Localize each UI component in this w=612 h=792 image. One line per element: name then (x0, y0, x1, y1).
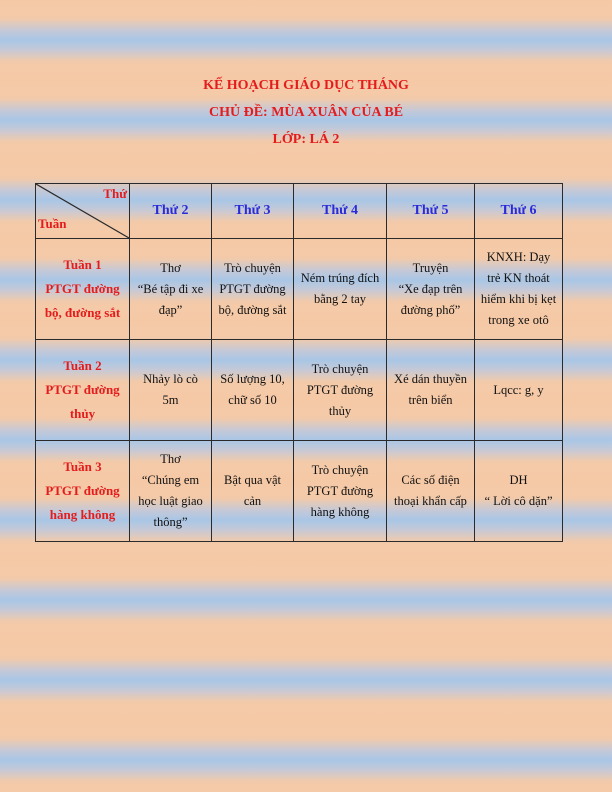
activity-text: “Xe đạp trên (398, 281, 463, 296)
activity-text: PTGT đường (219, 281, 286, 296)
activity-cell (387, 441, 475, 542)
activity-cell (130, 441, 212, 542)
activity-text: 5m (162, 393, 179, 407)
activity-text: Ném trúng đích (300, 271, 380, 285)
activity-text: “Bé tập đi xe (137, 281, 204, 296)
activity-cell (294, 340, 387, 441)
activity-text: bằng 2 tay (313, 292, 367, 306)
activity-cell (387, 340, 475, 441)
week-number: Tuần 2 (63, 358, 102, 373)
activity-cell (130, 340, 212, 441)
day-header: Thứ 5 (387, 184, 475, 239)
activity-text: cản (243, 494, 262, 508)
activity-text: chữ số 10 (228, 393, 277, 407)
activity-text: PTGT đường (306, 382, 374, 397)
activity-text: PTGT đường (306, 483, 374, 498)
day-header: Thứ 6 (475, 184, 563, 239)
activity-text: thủy (328, 403, 352, 418)
week-label-cell (36, 441, 130, 542)
activity-text: Trò chuyện (311, 462, 369, 477)
activity-text: Nhảy lò cò (143, 372, 198, 386)
week-label-cell (36, 340, 130, 441)
activity-text: trên biển (408, 393, 453, 407)
activity-text: trong xe otô (488, 313, 549, 327)
week-topic: PTGT đường (45, 382, 120, 397)
activity-text: Số lượng 10, (220, 372, 285, 386)
activity-text: học luật giao (138, 494, 203, 508)
theme-title: CHỦ ĐỀ: MÙA XUÂN CỦA BÉ (208, 105, 404, 120)
day-header: Thứ 4 (294, 184, 387, 239)
corner-week-label: Tuần (38, 216, 67, 231)
week-topic: hàng không (49, 507, 116, 522)
corner-day-label: Thứ (103, 186, 127, 201)
activity-text: Trò chuyện (224, 260, 281, 275)
activity-text: hiểm khi bị kẹt (480, 292, 557, 306)
class-title: LỚP: LÁ 2 (272, 132, 340, 147)
activity-text: Thơ (160, 452, 181, 466)
activity-cell (212, 239, 294, 340)
day-header: Thứ 3 (212, 184, 294, 239)
activity-text: Lqcc: g, y (493, 382, 544, 397)
activity-cell (475, 441, 563, 542)
table-row (36, 441, 563, 542)
activity-text: thông” (153, 515, 188, 529)
activity-cell (212, 441, 294, 542)
day-header: Thứ 2 (130, 184, 212, 239)
activity-cell (475, 340, 563, 441)
activity-cell (294, 239, 387, 340)
activity-text: trẻ KN thoát (487, 271, 550, 285)
activity-cell (130, 239, 212, 340)
table-row (36, 340, 563, 441)
activity-text: KNXH: Dạy (486, 250, 551, 264)
week-topic: PTGT đường (45, 483, 120, 498)
activity-text: “ Lời cô dặn” (484, 494, 553, 508)
activity-text: Trò chuyện (311, 361, 369, 376)
activity-text: Xé dán thuyền (394, 372, 467, 386)
education-plan-table (35, 183, 563, 542)
week-number: Tuần 3 (63, 459, 102, 474)
week-topic: PTGT đường (45, 281, 120, 296)
activity-text: Bật qua vật (224, 473, 281, 487)
activity-cell (212, 340, 294, 441)
activity-text: đạp” (158, 302, 183, 317)
activity-text: đường phố” (400, 302, 461, 317)
corner-header (36, 184, 130, 239)
week-label-cell (36, 239, 130, 340)
document-header (0, 72, 612, 153)
activity-cell (387, 239, 475, 340)
activity-text: thoại khẩn cấp (394, 494, 467, 508)
table-row (36, 239, 563, 340)
activity-cell (475, 239, 563, 340)
week-topic: thủy (69, 406, 96, 421)
week-number: Tuần 1 (63, 257, 102, 272)
activity-text: Truyện (412, 260, 449, 275)
activity-text: Thơ (160, 260, 181, 275)
plan-title: KẾ HOẠCH GIÁO DỤC THÁNG (203, 78, 409, 93)
activity-text: “Chúng em (141, 473, 200, 487)
activity-text: hàng không (310, 504, 370, 519)
activity-text: DH (509, 473, 528, 487)
activity-text: bộ, đường sắt (218, 302, 287, 317)
activity-cell (294, 441, 387, 542)
activity-text: Các số điện (401, 473, 460, 487)
week-topic: bộ, đường sắt (44, 305, 121, 320)
